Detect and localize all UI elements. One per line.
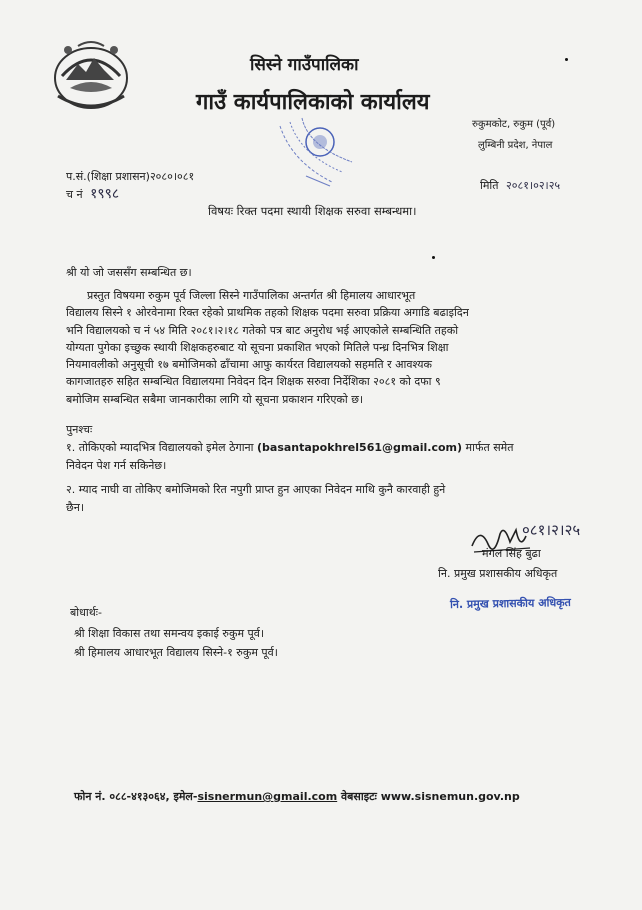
postscript-item-2: २. म्याद नाघी वा तोकिए बमोजिमको रित नपुगी प्राप्त हुन आएका निवेदन माथि कुनै कारवाही हुने xyxy=(66,483,446,496)
postscript-item-2-cont: छैन। xyxy=(66,501,84,514)
dispatch-label: च नं xyxy=(66,188,83,201)
signature-date: ०८१।२।२५ xyxy=(522,521,581,539)
signatory-name: मंगल सिंह बुढा xyxy=(482,547,541,560)
cc-recipient: श्री हिमालय आधारभूत विद्यालय सिस्ने-१ रुकुम पूर्व। xyxy=(74,646,278,659)
body-line: योग्यता पुगेका इच्छुक स्थायी शिक्षकहरुबाट यो सूचना प्रकाशित भएको मितिले पन्ध्र दिनभित्र शिक्षा xyxy=(66,340,449,354)
address-line-2: लुम्बिनी प्रदेश, नेपाल xyxy=(478,140,553,151)
date-label: मिति xyxy=(480,179,499,192)
body-line: भनि विद्यालयको च नं ५४ मिति २०८१।२।१८ गतेको पत्र बाट अनुरोध भई आएकोले सम्बन्धिति तहको xyxy=(66,323,459,337)
reference-number: प.सं.(शिक्षा प्रशासन)२०८०।०८१ xyxy=(66,170,195,183)
body-line: नियमावलीको अनुसूची १७ बमोजिमको ढाँचामा आफु कार्यरत विद्यालयको सहमति र आवश्यक xyxy=(66,358,432,372)
designation-stamp: नि. प्रमुख प्रशासकीय अधिकृत xyxy=(449,595,572,612)
body-line: कागजातहरु सहित सम्बन्धित विद्यालयमा निवेदन दिन शिक्षक सरुवा निर्देशिका २०८१ को दफा ९ xyxy=(66,375,441,389)
footer-phone: ०८८-४१३०६४ xyxy=(109,790,166,803)
signatory-title: नि. प्रमुख प्रशासकीय अधिकृत xyxy=(438,567,558,580)
postscript-list xyxy=(66,439,586,517)
date-value: २०८१।०२।२५ xyxy=(506,179,561,192)
letter-subject: विषयः रिक्त पदमा स्थायी शिक्षक सरुवा सम्बन्धमा। xyxy=(208,204,417,218)
municipality-name: सिस्ने गाउँपालिका xyxy=(250,55,359,75)
nepal-emblem-logo xyxy=(48,36,134,114)
footer-email: sisnermun@gmail.com xyxy=(197,790,338,803)
body-line: बमोजिम सम्बन्धित सबैमा जानकारीका लागि यो सूचना प्रकाशन गरिएको छ। xyxy=(66,392,364,406)
salutation: श्री यो जो जससँग सम्बन्धित छ। xyxy=(66,266,192,279)
footer-website: www.sisnemun.gov.np xyxy=(380,790,520,803)
office-round-stamp xyxy=(272,112,366,194)
postscript-label: पुनश्चः xyxy=(66,423,93,436)
footer-contact: फोन नं. ०८८-४१३०६४, इमेल-sisnermun@gmail.com वेबसाइटः www.sisnemun.gov.np xyxy=(74,790,520,803)
body-line: विद्यालय सिस्ने १ ओरवेनामा रिक्त रहेको प्राथमिक तहको शिक्षक पदमा सरुवा प्रक्रिया अगाडि बढाइदिन xyxy=(66,306,469,320)
school-email: (basantapokhrel561@gmail.com) xyxy=(257,441,463,454)
ink-dot xyxy=(432,256,435,259)
postscript-item-1-cont: निवेदन पेश गर्न सकिनेछ। xyxy=(66,459,167,472)
dispatch-number-row xyxy=(66,184,119,203)
dispatch-number: १९९८ xyxy=(90,186,120,202)
cc-label: बोधार्थः- xyxy=(70,606,102,619)
date-row xyxy=(480,178,560,193)
letter-body xyxy=(66,287,582,408)
cc-recipient: श्री शिक्षा विकास तथा समन्वय इकाई रुकुम पूर्व। xyxy=(74,627,265,640)
office-name: गाउँ कार्यपालिकाको कार्यालय xyxy=(196,90,430,115)
body-line: प्रस्तुत विषयमा रुकुम पूर्व जिल्ला सिस्ने गाउँपालिका अन्तर्गत श्री हिमालय आधारभूत xyxy=(66,289,416,302)
address-line-1: रुकुमकोट, रुकुम (पूर्व) xyxy=(472,119,556,130)
postscript-item-1: १. तोकिएको म्यादभित्र विद्यालयको इमेल ठेगाना (basantapokhrel561@gmail.com) मार्फत समेत xyxy=(66,441,514,454)
ink-dot xyxy=(565,58,568,61)
